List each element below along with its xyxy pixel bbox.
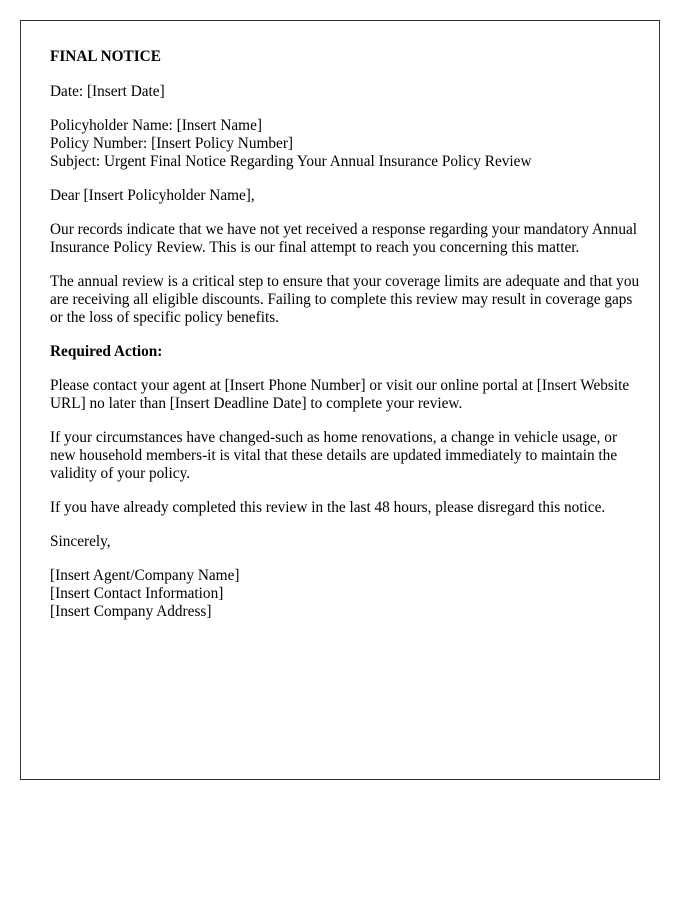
- subject-line: Subject: Urgent Final Notice Regarding Your Annual Insurance Policy Review: [50, 153, 532, 170]
- date-line: Date: [Insert Date]: [50, 83, 165, 100]
- letter-page: [20, 20, 660, 780]
- letter-title: FINAL NOTICE: [50, 48, 161, 65]
- signature-contact-info: [Insert Contact Information]: [50, 585, 224, 602]
- closing: Sincerely,: [50, 533, 111, 550]
- body-paragraph-review-importance: The annual review is a critical step to ensure that your coverage limits are adequate and that you are receiving all eligible discounts. Failing to complete this review may result in coverage gaps or the loss of specific policy benefits.: [50, 273, 640, 326]
- body-paragraph-records: Our records indicate that we have not yet received a response regarding your mandatory Annual Insurance Policy Review. This is our final attempt to reach you concerning this matter.: [50, 221, 638, 256]
- action-paragraph-disregard: If you have already completed this review in the last 48 hours, please disregard this notice.: [50, 499, 606, 516]
- required-action-heading: Required Action:: [50, 343, 163, 360]
- signature-company-address: [Insert Company Address]: [50, 603, 212, 620]
- salutation: Dear [Insert Policyholder Name],: [50, 187, 255, 204]
- action-paragraph-contact: Please contact your agent at [Insert Phone Number] or visit our online portal at [Insert Website URL] no later than [Insert Deadline Date] to complete your review.: [50, 377, 630, 412]
- letter-header-block: [50, 117, 640, 171]
- signature-company-name: [Insert Agent/Company Name]: [50, 567, 240, 584]
- policyholder-name-line: Policyholder Name: [Insert Name]: [50, 117, 262, 134]
- letter-content: [50, 47, 640, 637]
- policy-number-line: Policy Number: [Insert Policy Number]: [50, 135, 294, 152]
- action-paragraph-circumstances: If your circumstances have changed-such as home renovations, a change in vehicle usage, or new household members-it is vital that these details are updated immediately to maintain the validity of your policy.: [50, 429, 618, 482]
- signature-block: [50, 567, 640, 621]
